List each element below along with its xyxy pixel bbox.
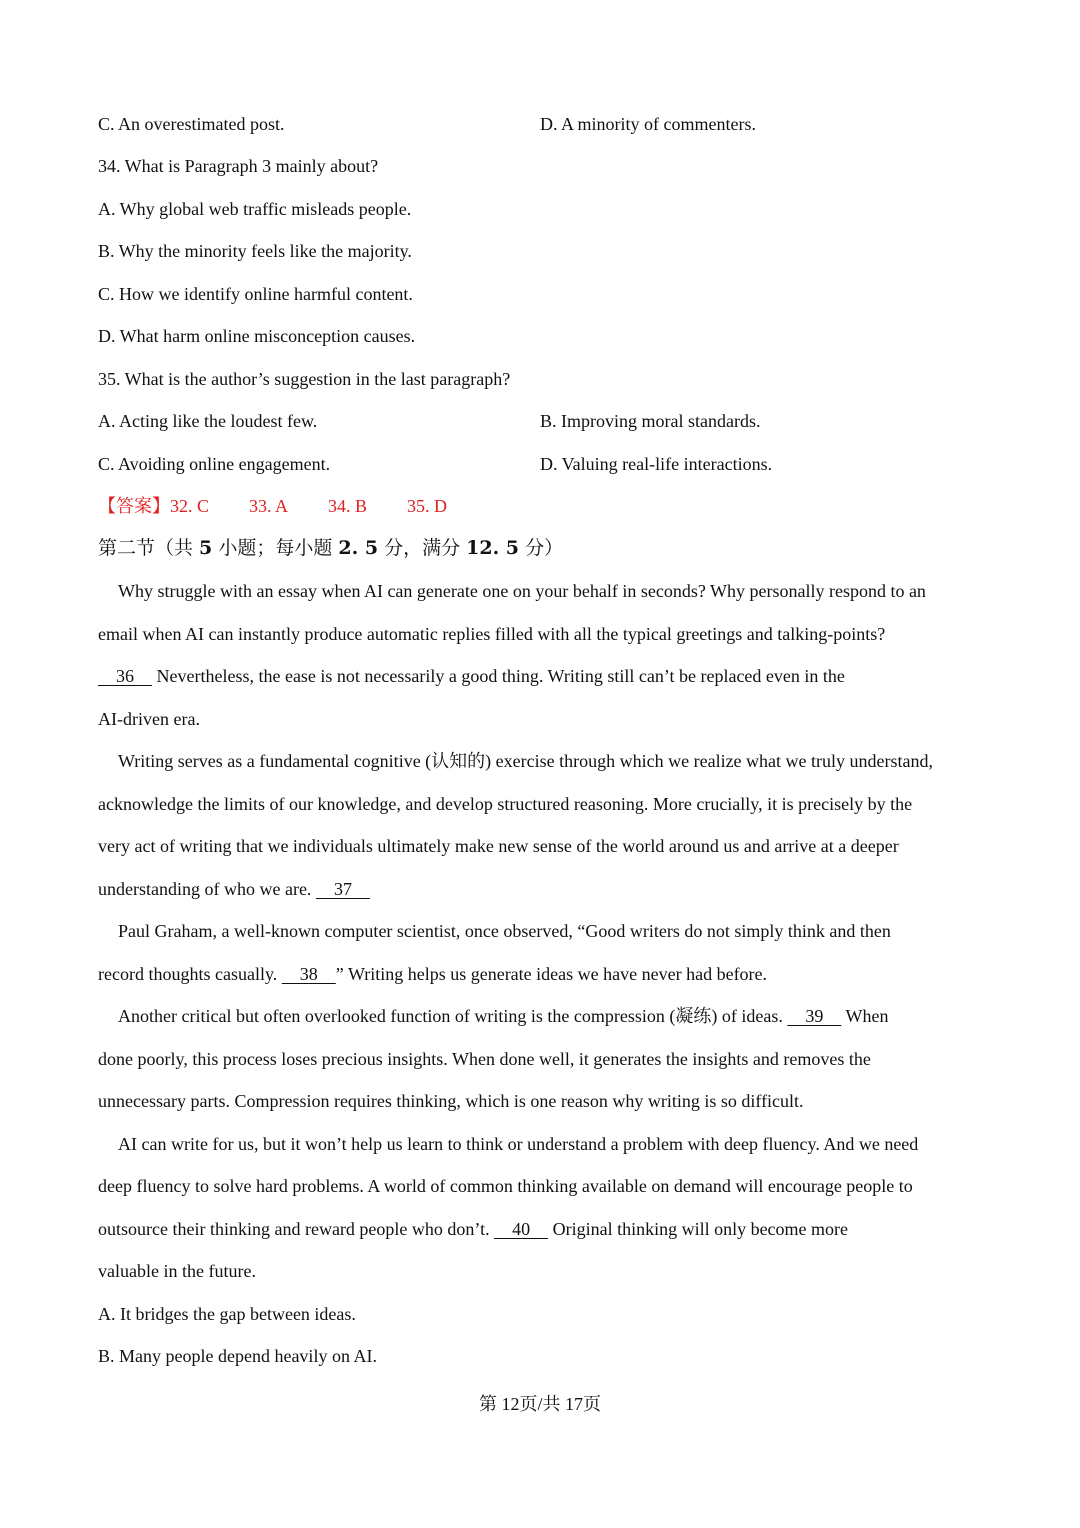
page-number: 第 12页/共 17页 (478, 1394, 601, 1414)
answer-item: 35. D (407, 496, 448, 516)
blank-36[interactable]: 36 (98, 666, 152, 686)
passage-line: Another critical but often overlooked function of writing is the compression (凝练) of ideas. 39 When (118, 1006, 889, 1026)
passage-line: acknowledge the limits of our knowledge, and develop structured reasoning. More crucially, it is precisely by the (98, 794, 913, 814)
q35-question: 35. What is the author’s suggestion in the last paragraph? (98, 369, 511, 389)
answer-label: 【答案】 (98, 496, 170, 516)
passage-line: Why struggle with an essay when AI can generate one on your behalf in seconds? Why personally respond to an (118, 581, 926, 601)
passage-line: very act of writing that we individuals ultimately make new sense of the world around us and arrive at a deeper (98, 836, 899, 856)
q33-option-c: C. An overestimated post. (98, 114, 285, 134)
passage-line: unnecessary parts. Compression requires thinking, which is one reason why writing is so difficult. (98, 1091, 804, 1111)
q34-option-c: C. How we identify online harmful content. (98, 284, 413, 304)
passage-line: outsource their thinking and reward people who don’t. 40 Original thinking will only become more (98, 1219, 849, 1239)
q35-option-d: D. Valuing real-life interactions. (540, 454, 773, 474)
q34-option-a: A. Why global web traffic misleads people. (98, 199, 412, 219)
passage-line: email when AI can instantly produce automatic replies filled with all the typical greetings and talking-points? (98, 624, 886, 644)
answer-item: 33. A (249, 496, 289, 516)
passage-line: understanding of who we are. 37 (98, 879, 370, 899)
passage-line: done poorly, this process loses precious insights. When done well, it generates the insights and removes the (98, 1049, 871, 1069)
option-a: A. It bridges the gap between ideas. (98, 1304, 356, 1324)
answer-item: 34. B (328, 496, 368, 516)
q35-option-c: C. Avoiding online engagement. (98, 454, 331, 474)
blank-40[interactable]: 40 (494, 1219, 549, 1239)
blank-37[interactable]: 37 (315, 879, 370, 899)
answer-key (98, 494, 447, 518)
q35-option-a: A. Acting like the loudest few. (98, 411, 318, 431)
section-title: 第二节（共 5 小题；每小题 2. 5 分，满分 12. 5 分） (98, 537, 564, 559)
q34-option-b: B. Why the minority feels like the majority. (98, 241, 412, 261)
passage-line: Paul Graham, a well-known computer scientist, once observed, “Good writers do not simply think and then (118, 921, 891, 941)
blank-38[interactable]: 38 (281, 964, 336, 984)
q35-option-b: B. Improving moral standards. (540, 411, 761, 431)
q34-question: 34. What is Paragraph 3 mainly about? (98, 156, 379, 176)
option-b: B. Many people depend heavily on AI. (98, 1346, 377, 1366)
q33-option-d: D. A minority of commenters. (540, 114, 756, 134)
passage-line: Writing serves as a fundamental cognitive (认知的) exercise through which we realize what we truly understand, (118, 751, 934, 771)
passage-line: valuable in the future. (98, 1261, 256, 1281)
answer-item: 32. C (170, 496, 210, 516)
passage-line: AI-driven era. (98, 709, 200, 729)
blank-39[interactable]: 39 (787, 1006, 842, 1026)
passage-line: record thoughts casually. 38 ” Writing helps us generate ideas we have never had before. (98, 964, 768, 984)
q34-option-d: D. What harm online misconception causes. (98, 326, 416, 346)
passage-line: AI can write for us, but it won’t help us learn to think or understand a problem with deep fluency. And we need (118, 1134, 919, 1154)
passage-line: deep fluency to solve hard problems. A world of common thinking available on demand will encourage people to (98, 1176, 913, 1196)
passage-line: 36 Nevertheless, the ease is not necessarily a good thing. Writing still can’t be replaced even in the (98, 666, 845, 686)
